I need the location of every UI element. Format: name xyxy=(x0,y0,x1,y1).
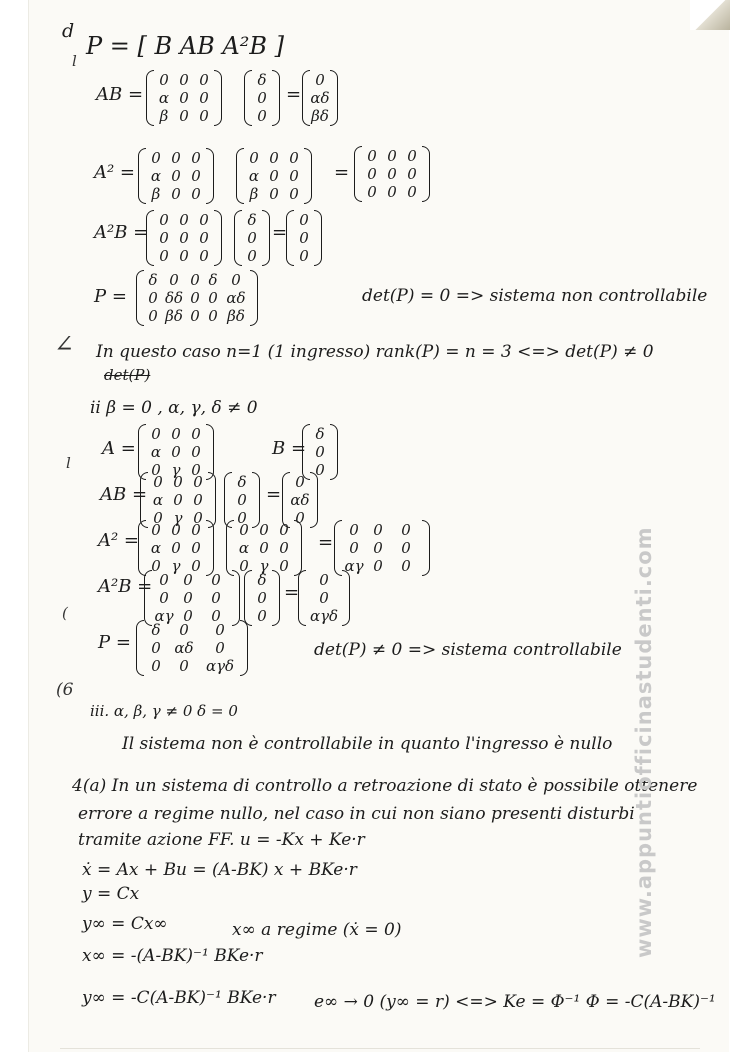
matrix-entry: 0 xyxy=(191,443,201,461)
matrix-entry: βδ xyxy=(165,307,183,325)
matrix-entry: δ xyxy=(247,211,257,229)
matrix-entry: 0 xyxy=(269,185,279,203)
matrix-entry: 0 xyxy=(279,521,289,539)
watermark: www.appuntiofficinastudenti.com xyxy=(632,526,656,958)
matrix-entry: 0 xyxy=(269,167,279,185)
matrix-entry: 0 xyxy=(299,247,309,265)
matrix-entry: 0 xyxy=(208,307,218,325)
matrix-entry: 0 xyxy=(373,539,383,557)
matrix-entry: 0 xyxy=(191,461,201,479)
matrix-entry: 0 xyxy=(215,621,225,639)
matrix-entry: 0 xyxy=(190,307,200,325)
matrix-entry: 0 xyxy=(257,589,267,607)
matrix-entry: 0 xyxy=(171,443,181,461)
d-ab-matrix-b xyxy=(244,70,280,126)
steady-state-condition: x∞ a regime (ẋ = 0) xyxy=(232,920,402,940)
matrix-entry: 0 xyxy=(367,147,377,165)
matrix-entry: αδ xyxy=(310,89,330,107)
matrix-entry: 0 xyxy=(401,539,411,557)
d-a2-matrix-1 xyxy=(138,148,214,204)
matrix-entry: αγδ xyxy=(205,657,235,675)
matrix-entry: 0 xyxy=(199,107,209,125)
matrix-entry: 0 xyxy=(367,183,377,201)
matrix-entry: 0 xyxy=(191,521,201,539)
matrix-entry: 0 xyxy=(208,289,218,307)
matrix-entry: 0 xyxy=(169,271,179,289)
matrix-entry: 0 xyxy=(237,491,247,509)
matrix-entry: 0 xyxy=(193,509,203,527)
matrix-entry: 0 xyxy=(257,607,267,625)
matrix-entry: 0 xyxy=(190,271,200,289)
matrix-entry: 0 xyxy=(151,521,161,539)
matrix-entry: 0 xyxy=(179,247,189,265)
matrix-entry: 0 xyxy=(199,211,209,229)
matrix-entry: 0 xyxy=(159,211,169,229)
matrix-entry: 0 xyxy=(159,589,169,607)
ii-a2-result xyxy=(334,520,430,576)
part-4a-line-1: 4(a) In un sistema di controllo a retroazione di stato è possibile ottenere xyxy=(72,776,698,796)
matrix-entry: 0 xyxy=(193,473,203,491)
matrix-entry: 0 xyxy=(159,71,169,89)
margin-mark: l xyxy=(72,52,77,70)
matrix-entry: 0 xyxy=(151,425,161,443)
matrix-entry: 0 xyxy=(179,621,189,639)
ii-a2-label: A² = xyxy=(98,530,140,551)
ii-det-note: det(P) ≠ 0 => sistema controllabile xyxy=(314,640,622,660)
steady-state-output: y∞ = Cx∞ xyxy=(82,914,168,934)
matrix-entry: 0 xyxy=(179,71,189,89)
matrix-entry: 0 xyxy=(407,147,417,165)
matrix-entry: 0 xyxy=(259,521,269,539)
matrix-entry: 0 xyxy=(171,539,181,557)
matrix-entry: 0 xyxy=(315,443,325,461)
matrix-entry: 0 xyxy=(373,521,383,539)
matrix-entry: 0 xyxy=(151,639,161,657)
matrix-entry: 0 xyxy=(299,211,309,229)
matrix-entry: 0 xyxy=(151,557,161,575)
matrix-entry: 0 xyxy=(401,557,411,575)
matrix-entry: 0 xyxy=(237,509,247,527)
matrix-entry: α xyxy=(158,89,170,107)
case-iii-text: Il sistema non è controllabile in quanto l'ingresso è nullo xyxy=(122,734,613,754)
matrix-entry: 0 xyxy=(239,557,249,575)
matrix-entry: α xyxy=(150,539,162,557)
matrix-entry: 0 xyxy=(367,165,377,183)
matrix-entry: 0 xyxy=(183,589,193,607)
matrix-entry: 0 xyxy=(239,521,249,539)
matrix-entry: 0 xyxy=(151,657,161,675)
matrix-entry: 0 xyxy=(199,89,209,107)
matrix-entry: 0 xyxy=(183,571,193,589)
part-4a-line-3: tramite azione FF. u = -Kx + Ke·r xyxy=(78,830,365,850)
matrix-entry: 0 xyxy=(151,461,161,479)
ii-p-matrix xyxy=(136,620,248,676)
matrix-entry: 0 xyxy=(257,107,267,125)
matrix-entry: 0 xyxy=(159,571,169,589)
matrix-entry: 0 xyxy=(190,289,200,307)
ii-a2-matrix-1 xyxy=(138,520,214,576)
matrix-entry: 0 xyxy=(193,491,203,509)
matrix-entry: 0 xyxy=(373,557,383,575)
matrix-entry: δ xyxy=(257,571,267,589)
matrix-entry: 0 xyxy=(153,473,163,491)
ii-a2b-result xyxy=(298,570,350,626)
matrix-entry: 0 xyxy=(183,607,193,625)
case-ii-header: ii β = 0 , α, γ, δ ≠ 0 xyxy=(90,398,258,418)
d-ab-label: AB = xyxy=(96,84,144,105)
matrix-entry: 0 xyxy=(387,147,397,165)
matrix-entry: αδ xyxy=(226,289,246,307)
matrix-entry: αδ xyxy=(290,491,310,509)
matrix-entry: 0 xyxy=(295,473,305,491)
matrix-entry: 0 xyxy=(259,539,269,557)
matrix-entry: 0 xyxy=(179,657,189,675)
matrix-entry: 0 xyxy=(173,491,183,509)
matrix-entry: γ xyxy=(173,509,183,527)
matrix-entry: 0 xyxy=(211,571,221,589)
matrix-entry: 0 xyxy=(148,307,158,325)
feedforward-gain: e∞ → 0 (y∞ = r) <=> Ke = Φ⁻¹ Φ = -C(A-BK)⁻¹ xyxy=(314,992,716,1012)
margin-mark: ( xyxy=(62,604,68,622)
ii-a2b-matrix-1 xyxy=(144,570,240,626)
matrix-entry: α xyxy=(150,167,162,185)
matrix-entry: αδ xyxy=(174,639,194,657)
d-p-label: P = xyxy=(94,286,127,307)
matrix-entry: γ xyxy=(171,461,181,479)
matrix-entry: δδ xyxy=(164,289,184,307)
matrix-entry: 0 xyxy=(279,557,289,575)
matrix-entry: 0 xyxy=(171,521,181,539)
matrix-entry: 0 xyxy=(387,165,397,183)
ii-a-label: A = xyxy=(102,438,136,459)
matrix-entry: βδ xyxy=(227,307,245,325)
matrix-entry: 0 xyxy=(191,167,201,185)
d-a2-label: A² = xyxy=(94,162,136,183)
matrix-entry: δ xyxy=(148,271,158,289)
matrix-entry: 0 xyxy=(279,539,289,557)
section-letter: d xyxy=(62,20,75,42)
matrix-entry: 0 xyxy=(148,289,158,307)
matrix-entry: β xyxy=(159,107,169,125)
matrix-entry: 0 xyxy=(211,589,221,607)
matrix-entry: 0 xyxy=(315,71,325,89)
ii-p-label: P = xyxy=(98,632,131,653)
matrix-entry: 0 xyxy=(407,165,417,183)
case-iii-header: iii. α, β, γ ≠ 0 δ = 0 xyxy=(90,702,238,720)
matrix-entry: 0 xyxy=(199,247,209,265)
matrix-entry: 0 xyxy=(171,425,181,443)
d-ab-result xyxy=(302,70,338,126)
matrix-entry: 0 xyxy=(257,89,267,107)
matrix-entry: δ xyxy=(208,271,218,289)
matrix-entry: 0 xyxy=(215,639,225,657)
matrix-entry: 0 xyxy=(171,149,181,167)
matrix-entry: α xyxy=(152,491,164,509)
ii-a2b-label: A²B = xyxy=(98,576,153,597)
matrix-entry: α xyxy=(150,443,162,461)
matrix-entry: γ xyxy=(171,557,181,575)
matrix-entry: 0 xyxy=(159,247,169,265)
matrix-entry: β xyxy=(249,185,259,203)
matrix-entry: βδ xyxy=(311,107,329,125)
state-equation: ẋ = Ax + Bu = (A-BK) x + BKe·r xyxy=(82,860,357,880)
matrix-entry: α xyxy=(238,539,250,557)
matrix-entry: δ xyxy=(257,71,267,89)
margin-mark: l xyxy=(66,454,71,472)
steady-state-y: y∞ = -C(A-BK)⁻¹ BKe·r xyxy=(82,988,276,1008)
matrix-entry: α xyxy=(248,167,260,185)
matrix-entry: 0 xyxy=(299,229,309,247)
d-a2-result xyxy=(354,146,430,202)
matrix-entry: 0 xyxy=(151,149,161,167)
margin-mark: ∠ xyxy=(54,330,75,358)
matrix-entry: 0 xyxy=(191,539,201,557)
matrix-entry: 0 xyxy=(319,571,329,589)
matrix-entry: 0 xyxy=(387,183,397,201)
matrix-entry: 0 xyxy=(153,509,163,527)
struck-out-det: det(P) xyxy=(104,366,151,384)
d-a2b-matrix-1 xyxy=(146,210,222,266)
ii-a2-equals: = xyxy=(318,532,334,553)
matrix-entry: 0 xyxy=(269,149,279,167)
ii-a2-matrix-2 xyxy=(226,520,302,576)
d-det-note: det(P) = 0 => sistema non controllabile xyxy=(362,286,708,306)
matrix-entry: 0 xyxy=(179,89,189,107)
matrix-entry: 0 xyxy=(171,167,181,185)
margin-mark: (6 xyxy=(56,680,74,700)
matrix-entry: 0 xyxy=(179,229,189,247)
matrix-entry: δ xyxy=(237,473,247,491)
matrix-entry: 0 xyxy=(247,247,257,265)
matrix-entry: β xyxy=(151,185,161,203)
matrix-entry: 0 xyxy=(401,521,411,539)
d-a2-matrix-2 xyxy=(236,148,312,204)
matrix-entry: 0 xyxy=(349,521,359,539)
ii-ab-label: AB = xyxy=(100,484,148,505)
matrix-entry: 0 xyxy=(199,229,209,247)
ii-ab-equals: = xyxy=(266,484,282,505)
d-a2b-label: A²B = xyxy=(94,222,149,243)
matrix-entry: αγ xyxy=(344,557,364,575)
d-a2b-result xyxy=(286,210,322,266)
matrix-entry: γ xyxy=(259,557,269,575)
matrix-entry: 0 xyxy=(295,509,305,527)
matrix-entry: αγδ xyxy=(309,607,339,625)
ii-b-label: B = xyxy=(272,438,307,459)
matrix-entry: 0 xyxy=(247,229,257,247)
d-a2b-matrix-2 xyxy=(234,210,270,266)
matrix-entry: 0 xyxy=(315,461,325,479)
matrix-entry: 0 xyxy=(179,211,189,229)
matrix-entry: 0 xyxy=(179,107,189,125)
matrix-entry: αγ xyxy=(154,607,174,625)
matrix-entry: 0 xyxy=(407,183,417,201)
matrix-entry: 0 xyxy=(199,71,209,89)
steady-state-x: x∞ = -(A-BK)⁻¹ BKe·r xyxy=(82,946,263,966)
d-a2-equals: = xyxy=(334,162,350,183)
rank-note: In questo caso n=1 (1 ingresso) rank(P) = n = 3 <=> det(P) ≠ 0 xyxy=(96,342,654,362)
matrix-entry: 0 xyxy=(191,149,201,167)
matrix-entry: 0 xyxy=(191,557,201,575)
matrix-entry: 0 xyxy=(289,185,299,203)
matrix-entry: δ xyxy=(315,425,325,443)
matrix-entry: δ xyxy=(151,621,161,639)
matrix-entry: 0 xyxy=(191,185,201,203)
matrix-entry: 0 xyxy=(211,607,221,625)
d-p-matrix xyxy=(136,270,258,326)
matrix-entry: 0 xyxy=(249,149,259,167)
output-equation: y = Cx xyxy=(82,884,140,904)
matrix-entry: 0 xyxy=(231,271,241,289)
d-ab-matrix-a xyxy=(146,70,222,126)
matrix-entry: 0 xyxy=(173,473,183,491)
page-corner-fold xyxy=(690,0,730,30)
ii-a2b-equals: = xyxy=(284,582,300,603)
controllability-matrix-definition: P = [ B AB A²B ] xyxy=(86,32,284,60)
matrix-entry: 0 xyxy=(171,185,181,203)
d-ab-equals: = xyxy=(286,84,302,105)
part-4a-line-2: errore a regime nullo, nel caso in cui non siano presenti disturbi xyxy=(78,804,635,824)
matrix-entry: 0 xyxy=(159,229,169,247)
matrix-entry: 0 xyxy=(319,589,329,607)
ii-a2b-matrix-2 xyxy=(244,570,280,626)
page-bottom-edge xyxy=(60,1048,700,1049)
matrix-entry: 0 xyxy=(289,167,299,185)
matrix-entry: 0 xyxy=(191,425,201,443)
d-a2b-equals: = xyxy=(272,222,288,243)
matrix-entry: 0 xyxy=(289,149,299,167)
matrix-entry: 0 xyxy=(349,539,359,557)
